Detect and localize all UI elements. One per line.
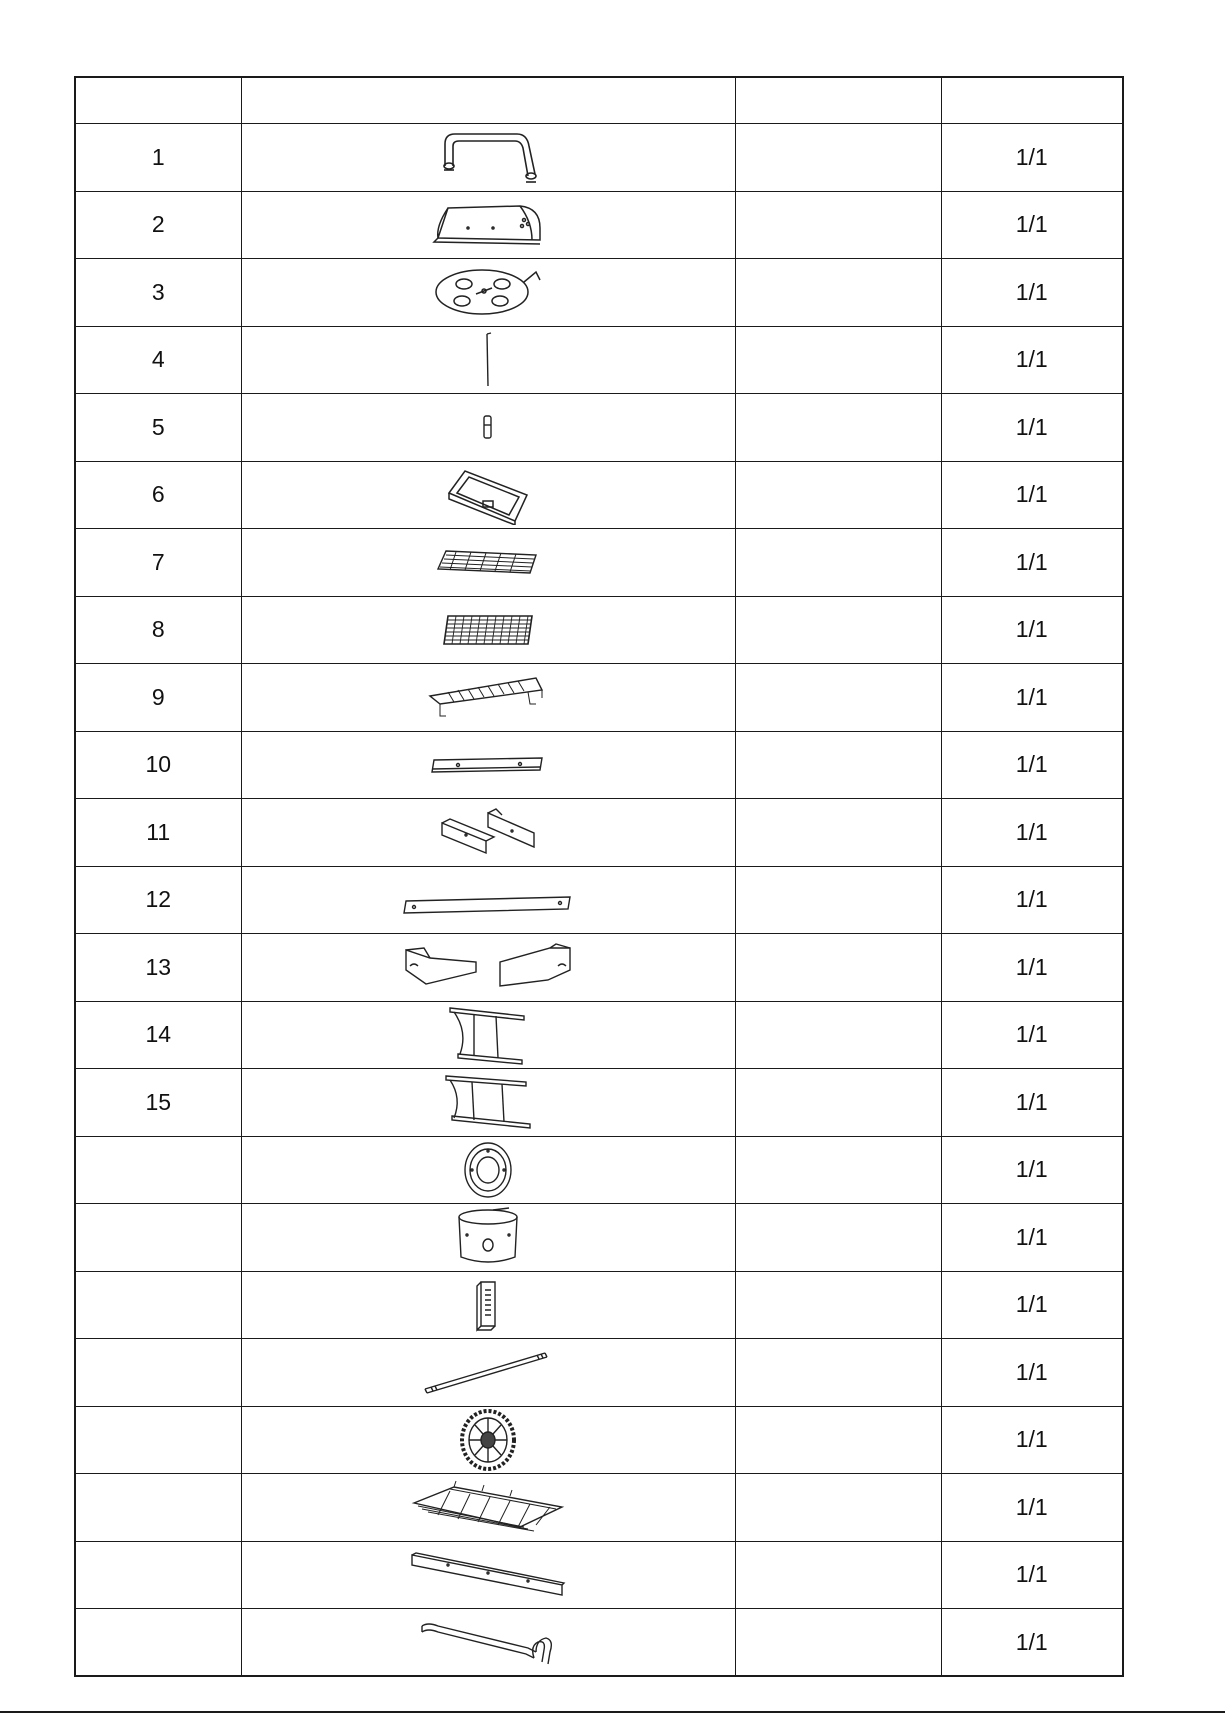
part-picture bbox=[241, 191, 735, 259]
part-quantity: 1/1 bbox=[941, 1339, 1123, 1407]
lid-icon bbox=[428, 196, 548, 254]
bucket-icon bbox=[453, 1205, 523, 1269]
part-number: 8 bbox=[75, 596, 241, 664]
part-quantity: 1/1 bbox=[941, 866, 1123, 934]
part-quantity: 1/1 bbox=[941, 1001, 1123, 1069]
part-description bbox=[735, 1069, 941, 1137]
part-quantity: 1/1 bbox=[941, 529, 1123, 597]
part-description bbox=[735, 1609, 941, 1677]
part-description bbox=[735, 394, 941, 462]
part-picture bbox=[241, 934, 735, 1002]
page-bottom-rule bbox=[0, 1711, 1225, 1713]
part-description bbox=[735, 124, 941, 192]
part-quantity: 1/1 bbox=[941, 124, 1123, 192]
part-quantity: 1/1 bbox=[941, 1541, 1123, 1609]
part-quantity: 1/1 bbox=[941, 1136, 1123, 1204]
warming-rack-icon bbox=[426, 670, 550, 724]
table-row bbox=[75, 934, 1123, 1002]
table-row bbox=[75, 1541, 1123, 1609]
part-picture bbox=[241, 1001, 735, 1069]
damper-plate-icon bbox=[432, 266, 544, 318]
part-picture bbox=[241, 326, 735, 394]
part-number: 4 bbox=[75, 326, 241, 394]
part-number: 9 bbox=[75, 664, 241, 732]
part-description bbox=[735, 1406, 941, 1474]
table-row bbox=[75, 1406, 1123, 1474]
part-picture bbox=[241, 1541, 735, 1609]
table-row bbox=[75, 1001, 1123, 1069]
header-no bbox=[75, 77, 241, 124]
table-row bbox=[75, 124, 1123, 192]
mesh-grate-icon bbox=[440, 612, 536, 648]
part-picture bbox=[241, 596, 735, 664]
part-description bbox=[735, 1474, 941, 1542]
part-picture bbox=[241, 394, 735, 462]
part-quantity: 1/1 bbox=[941, 1069, 1123, 1137]
part-quantity: 1/1 bbox=[941, 259, 1123, 327]
side-panels-icon bbox=[400, 940, 576, 994]
part-description bbox=[735, 326, 941, 394]
leg-frame-icon bbox=[442, 1072, 534, 1132]
table-row bbox=[75, 394, 1123, 462]
part-picture bbox=[241, 664, 735, 732]
part-quantity: 1/1 bbox=[941, 461, 1123, 529]
part-number: 7 bbox=[75, 529, 241, 597]
leg-frame-icon bbox=[446, 1004, 530, 1066]
part-picture bbox=[241, 1136, 735, 1204]
part-number: 2 bbox=[75, 191, 241, 259]
part-number bbox=[75, 1474, 241, 1542]
part-description bbox=[735, 461, 941, 529]
table-row bbox=[75, 596, 1123, 664]
wheel-icon bbox=[458, 1408, 518, 1472]
table-header-row bbox=[75, 77, 1123, 124]
table-row bbox=[75, 259, 1123, 327]
part-description bbox=[735, 664, 941, 732]
part-quantity: 1/1 bbox=[941, 934, 1123, 1002]
part-picture bbox=[241, 866, 735, 934]
part-quantity: 1/1 bbox=[941, 326, 1123, 394]
table-row bbox=[75, 1474, 1123, 1542]
part-quantity: 1/1 bbox=[941, 1406, 1123, 1474]
part-description bbox=[735, 1204, 941, 1272]
header-description bbox=[735, 77, 941, 124]
part-number: 15 bbox=[75, 1069, 241, 1137]
table-row bbox=[75, 1069, 1123, 1137]
clip-icon bbox=[473, 1278, 503, 1332]
table-row bbox=[75, 1136, 1123, 1204]
table-row bbox=[75, 866, 1123, 934]
part-quantity: 1/1 bbox=[941, 664, 1123, 732]
table-row bbox=[75, 799, 1123, 867]
part-number: 12 bbox=[75, 866, 241, 934]
handle-icon bbox=[433, 126, 543, 188]
part-number bbox=[75, 1541, 241, 1609]
part-description bbox=[735, 934, 941, 1002]
part-description bbox=[735, 529, 941, 597]
part-picture bbox=[241, 1609, 735, 1677]
part-number: 14 bbox=[75, 1001, 241, 1069]
part-picture bbox=[241, 124, 735, 192]
parts-list-table bbox=[74, 76, 1124, 1677]
bottom-shelf-icon bbox=[410, 1479, 566, 1535]
part-description bbox=[735, 596, 941, 664]
table-row bbox=[75, 326, 1123, 394]
part-number bbox=[75, 1609, 241, 1677]
part-description bbox=[735, 191, 941, 259]
part-description bbox=[735, 259, 941, 327]
part-quantity: 1/1 bbox=[941, 1474, 1123, 1542]
ring-icon bbox=[460, 1140, 516, 1200]
part-number: 6 bbox=[75, 461, 241, 529]
part-picture bbox=[241, 1474, 735, 1542]
part-number: 5 bbox=[75, 394, 241, 462]
part-picture bbox=[241, 1406, 735, 1474]
table-row bbox=[75, 1204, 1123, 1272]
part-description bbox=[735, 1541, 941, 1609]
part-picture bbox=[241, 461, 735, 529]
part-quantity: 1/1 bbox=[941, 1271, 1123, 1339]
part-number: 13 bbox=[75, 934, 241, 1002]
part-quantity: 1/1 bbox=[941, 191, 1123, 259]
rod-icon bbox=[478, 330, 498, 390]
table-row bbox=[75, 1609, 1123, 1677]
part-number: 1 bbox=[75, 124, 241, 192]
part-picture bbox=[241, 1069, 735, 1137]
part-number bbox=[75, 1136, 241, 1204]
part-number: 3 bbox=[75, 259, 241, 327]
part-number: 11 bbox=[75, 799, 241, 867]
part-picture bbox=[241, 1204, 735, 1272]
part-description bbox=[735, 1339, 941, 1407]
part-quantity: 1/1 bbox=[941, 394, 1123, 462]
part-picture bbox=[241, 529, 735, 597]
part-picture bbox=[241, 1339, 735, 1407]
table-row bbox=[75, 1271, 1123, 1339]
part-picture bbox=[241, 1271, 735, 1339]
part-description bbox=[735, 866, 941, 934]
part-quantity: 1/1 bbox=[941, 799, 1123, 867]
table-row bbox=[75, 191, 1123, 259]
part-number bbox=[75, 1271, 241, 1339]
part-quantity: 1/1 bbox=[941, 731, 1123, 799]
angle-brackets-icon bbox=[436, 807, 540, 857]
table-row bbox=[75, 461, 1123, 529]
table-row bbox=[75, 664, 1123, 732]
part-quantity: 1/1 bbox=[941, 596, 1123, 664]
long-bar-icon bbox=[402, 883, 574, 917]
header-picture bbox=[241, 77, 735, 124]
part-picture bbox=[241, 731, 735, 799]
firebox-icon bbox=[443, 465, 533, 525]
part-picture bbox=[241, 259, 735, 327]
short-bar-icon bbox=[428, 752, 548, 778]
part-number: 10 bbox=[75, 731, 241, 799]
small-pin-icon bbox=[478, 412, 498, 442]
part-description bbox=[735, 799, 941, 867]
part-description bbox=[735, 1001, 941, 1069]
part-number bbox=[75, 1339, 241, 1407]
part-number bbox=[75, 1204, 241, 1272]
table-row bbox=[75, 529, 1123, 597]
part-quantity: 1/1 bbox=[941, 1609, 1123, 1677]
part-description bbox=[735, 1136, 941, 1204]
part-quantity: 1/1 bbox=[941, 1204, 1123, 1272]
cooking-grate-icon bbox=[436, 547, 540, 577]
part-number bbox=[75, 1406, 241, 1474]
table-row bbox=[75, 731, 1123, 799]
header-qty bbox=[941, 77, 1123, 124]
axle-icon bbox=[421, 1347, 555, 1397]
part-description bbox=[735, 1271, 941, 1339]
tool-hook-icon bbox=[418, 1618, 558, 1666]
part-picture bbox=[241, 799, 735, 867]
table-row bbox=[75, 1339, 1123, 1407]
part-description bbox=[735, 731, 941, 799]
support-bar-icon bbox=[408, 1549, 568, 1601]
